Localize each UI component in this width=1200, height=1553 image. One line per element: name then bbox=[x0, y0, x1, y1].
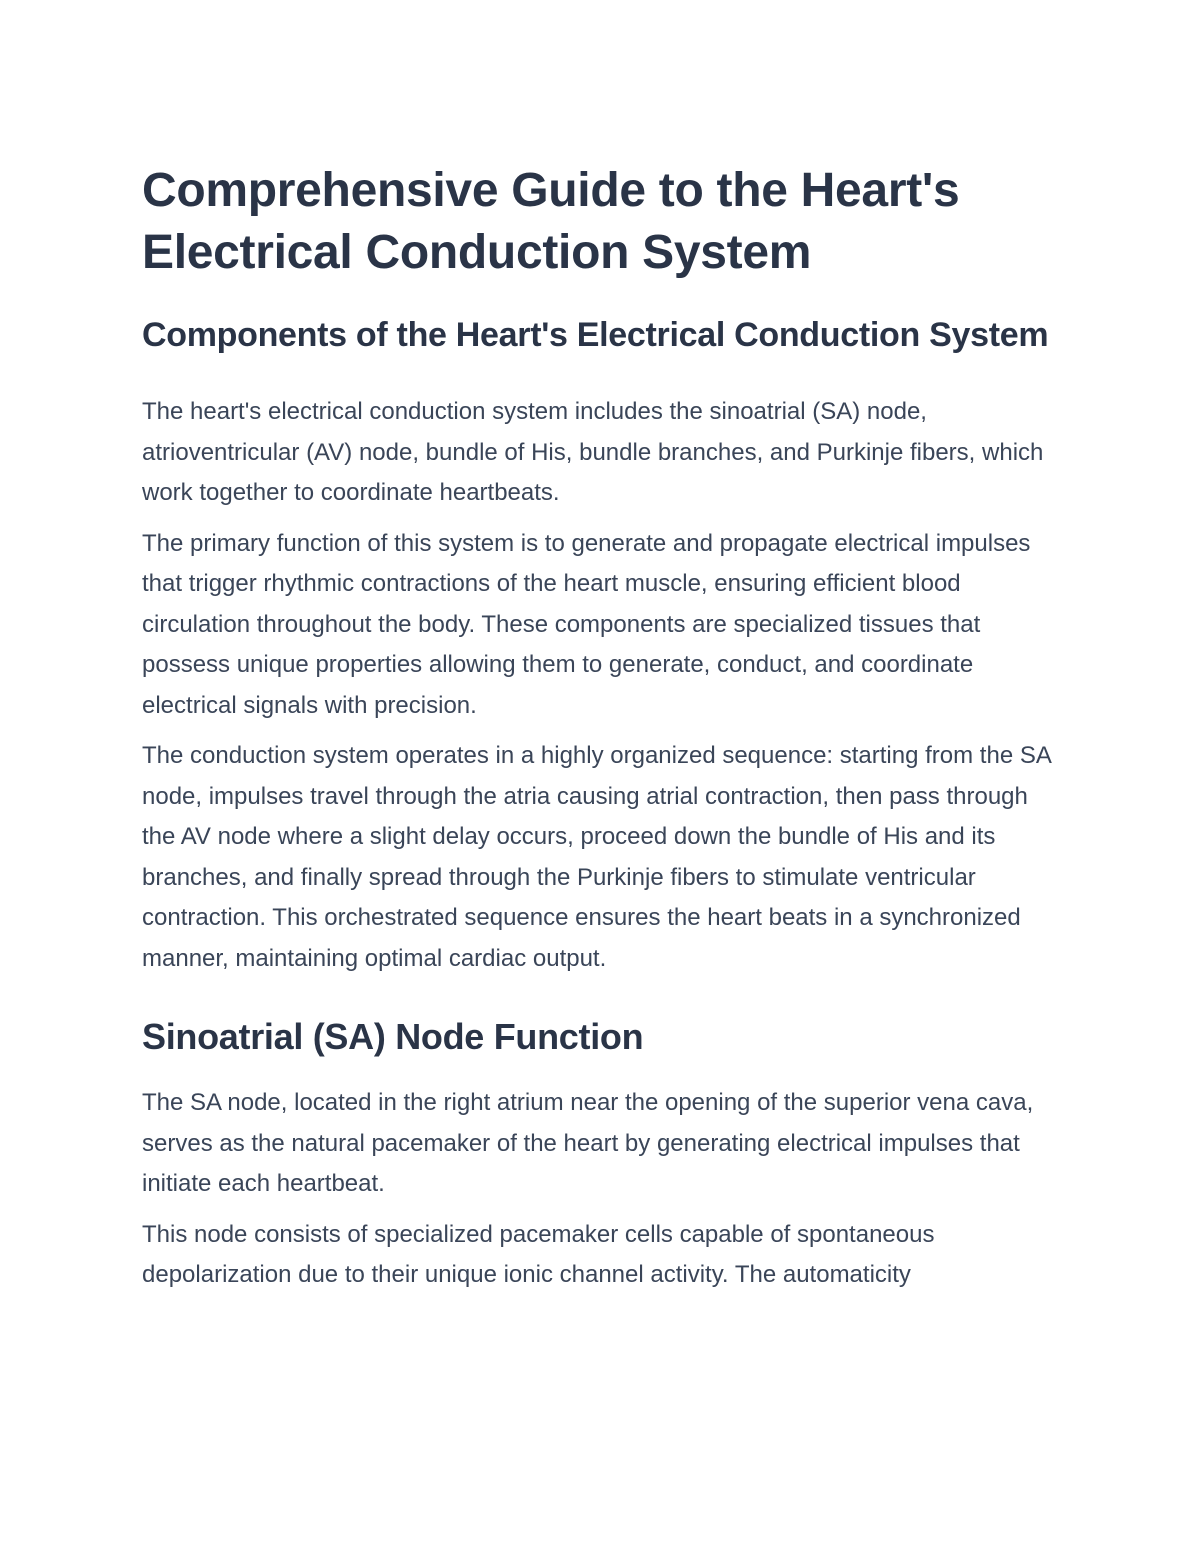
paragraph: The SA node, located in the right atrium near the opening of the superior vena cava, serves as the natural pacemaker of the heart by generating electrical impulses that initiate each heartbeat. bbox=[142, 1089, 1034, 1197]
paragraph: The conduction system operates in a highly organized sequence: starting from the SA node, impulses travel through the atria causing atrial contraction, then pass through the AV node where a slight delay occurs, proceed down the bundle of His and its branches, and finally spread through the Purkinje fibers to stimulate ventricular contraction. This orchestrated sequence ensures the heart beats in a synchronized manner, maintaining optimal cardiac output. bbox=[142, 742, 1051, 972]
paragraph: The heart's electrical conduction system includes the sinoatrial (SA) node, atrioventricular (AV) node, bundle of His, bundle branches, and Purkinje fibers, which work together to coordinate heartbeats. bbox=[142, 398, 1044, 506]
paragraph: The primary function of this system is to generate and propagate electrical impulses that trigger rhythmic contractions of the heart muscle, ensuring efficient blood circulation throughout the body. These components are specialized tissues that possess unique properties allowing them to generate, conduct, and coordinate electrical signals with precision. bbox=[142, 529, 1031, 719]
document-title: Comprehensive Guide to the Heart's Electrical Conduction System bbox=[142, 164, 960, 279]
document-page bbox=[142, 160, 1062, 1296]
paragraph: This node consists of specialized pacemaker cells capable of spontaneous depolarization due to their unique ionic channel activity. The automaticity bbox=[142, 1220, 935, 1288]
section-heading-sa-node: Sinoatrial (SA) Node Function bbox=[142, 1016, 644, 1057]
section-heading-components: Components of the Heart's Electrical Conduction System bbox=[142, 316, 1049, 354]
